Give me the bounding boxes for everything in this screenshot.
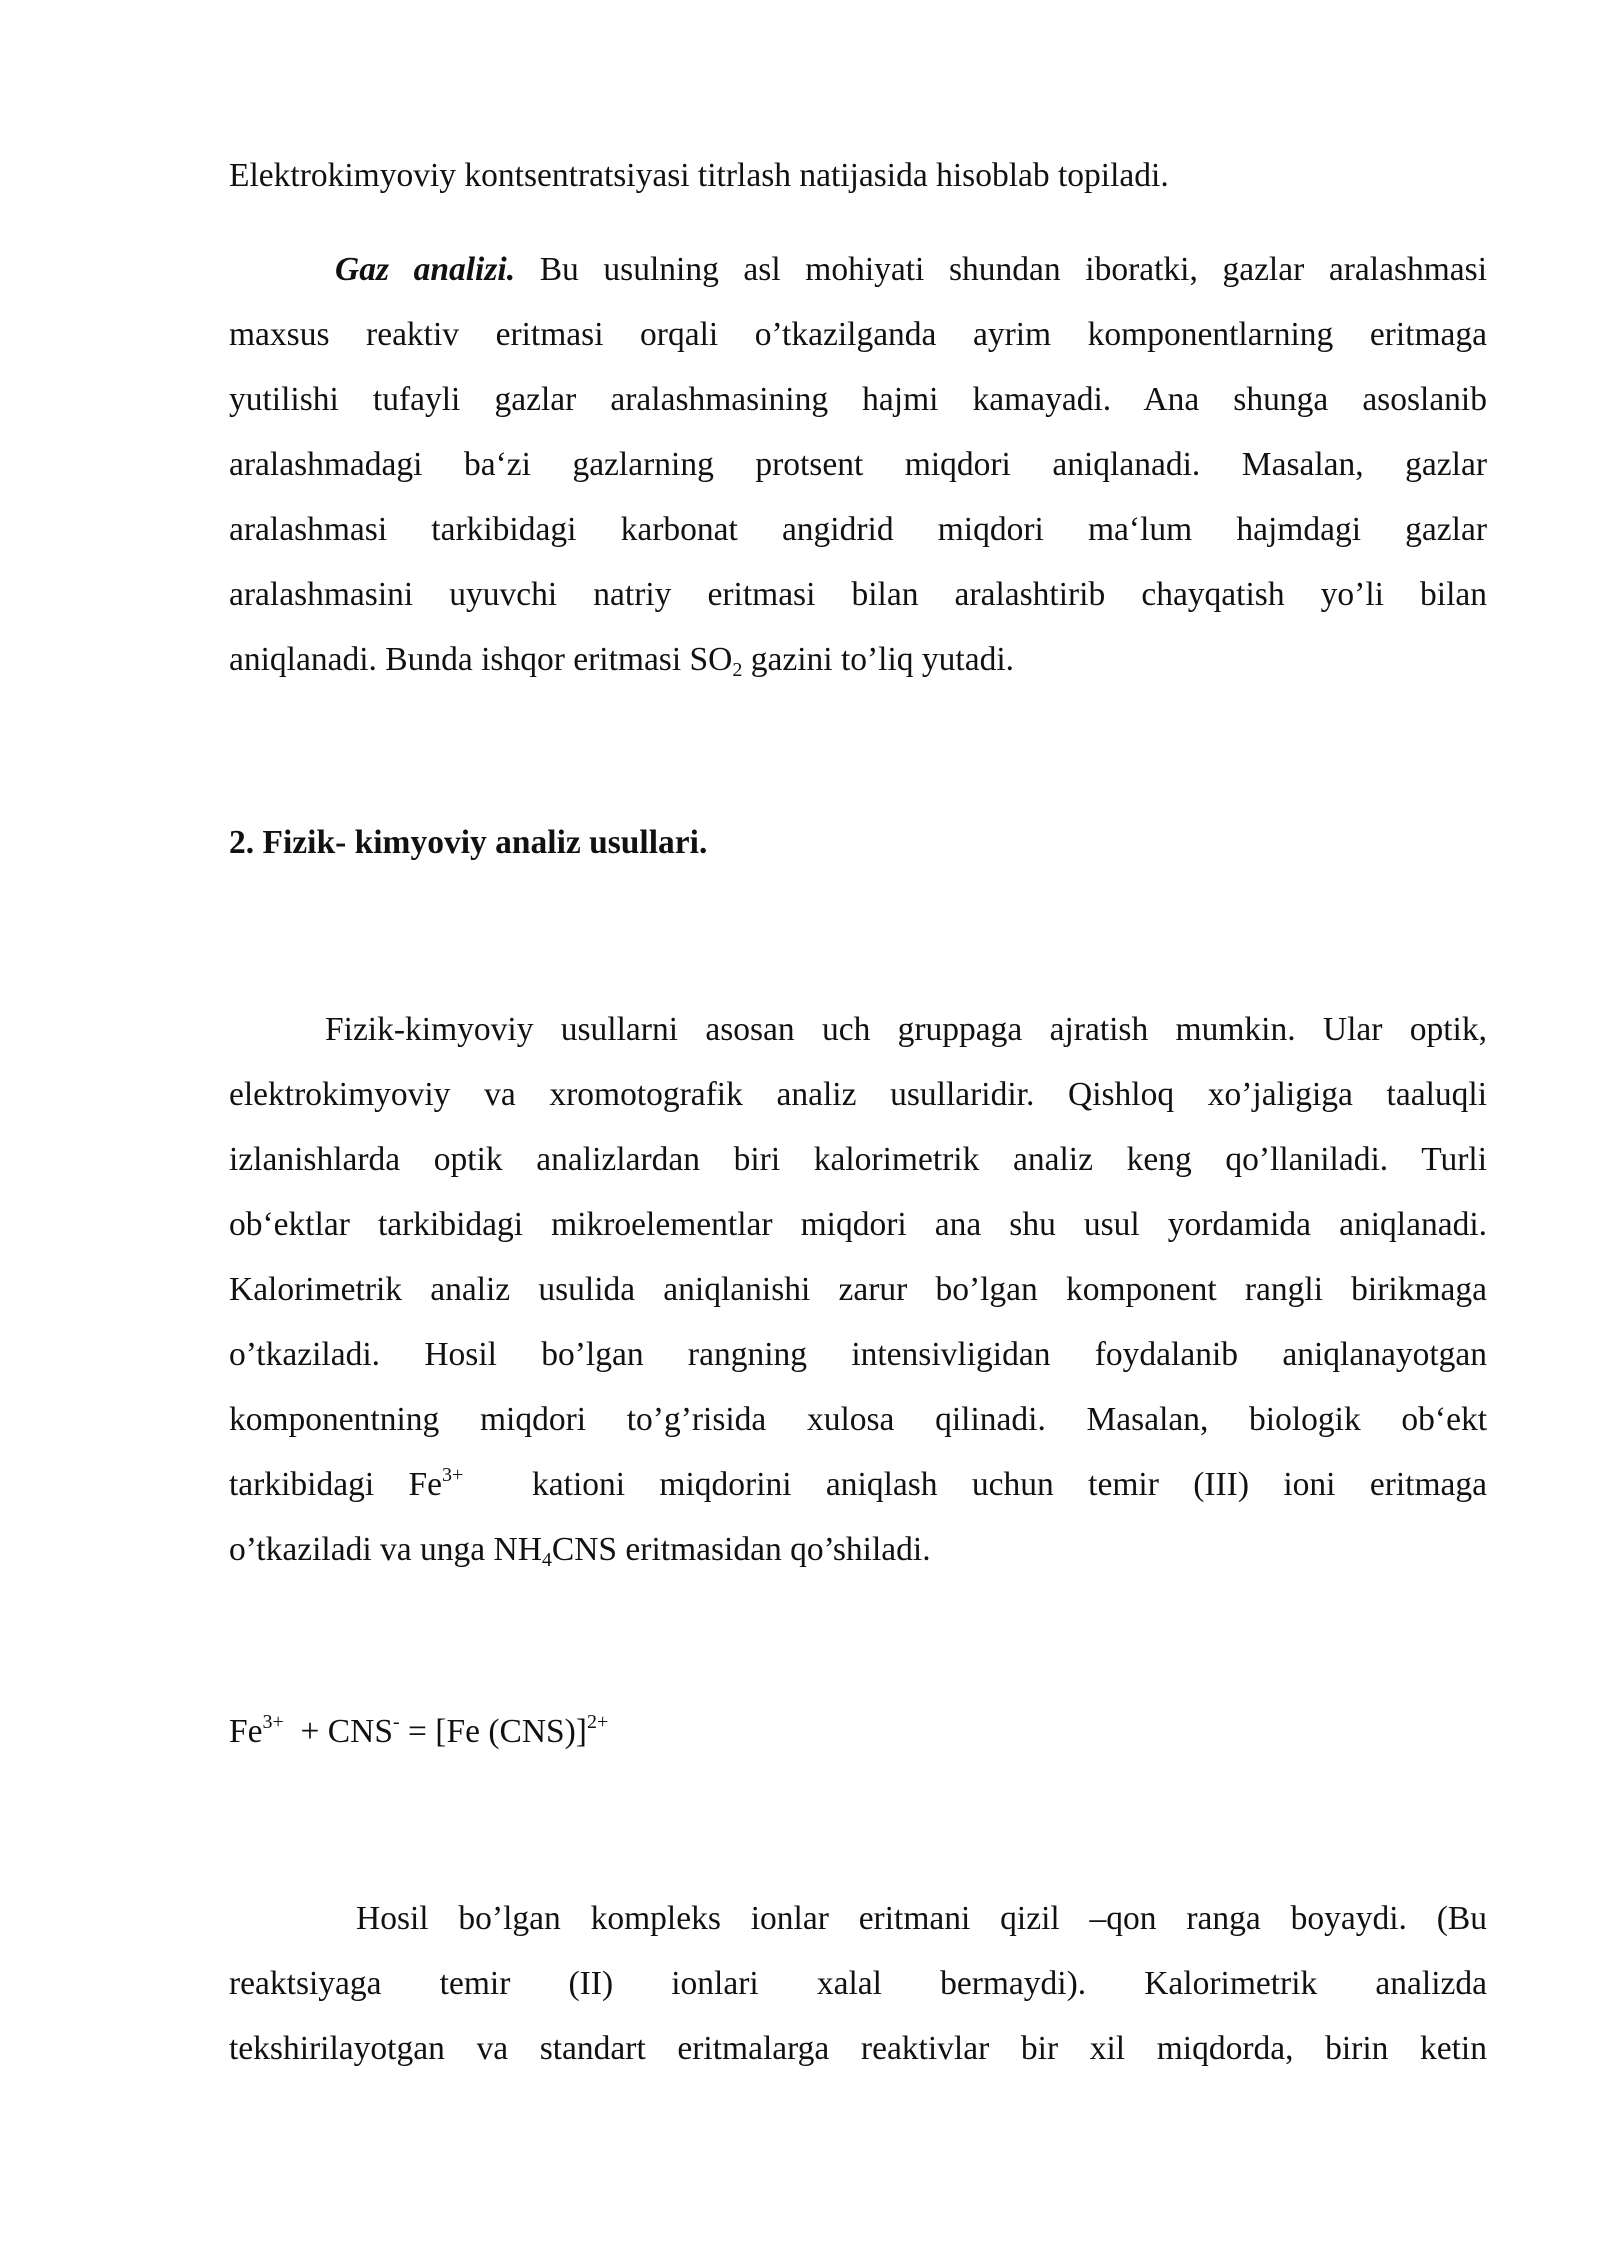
fizik-line-9-start: o’tkaziladi va unga NH <box>229 1531 542 1568</box>
gas-line-1-text: Bu usulning asl mohiyati shundan iboratki, gazlar aralashmasi <box>539 251 1488 288</box>
equation-fe-charge: 3+ <box>262 1711 284 1733</box>
equation-fe: Fe <box>229 1713 263 1750</box>
nh4-subscript: 4 <box>541 1549 552 1571</box>
gas-paragraph-line-3: yutilishi tufayli gazlar aralashmasining hajmi kamayadi. Ana shunga asoslanib <box>229 381 1487 418</box>
equation-rhs-charge: 2+ <box>586 1711 609 1733</box>
fizik-paragraph-line-8 <box>229 1465 1487 1505</box>
gas-analysis-term: Gaz analizi. <box>335 251 516 288</box>
section-heading: 2. Fizik- kimyoviy analiz usullari. <box>229 824 708 861</box>
fizik-line-8-end: kationi miqdorini aniqlash uchun temir (III) ioni eritmaga <box>532 1466 1488 1503</box>
intro-line: Elektrokimyoviy kontsentratsiyasi titrlash natijasida hisoblab topiladi. <box>229 157 1169 194</box>
fizik-paragraph-line-4: ob‘ektlar tarkibidagi mikroelementlar miqdori ana shu usul yordamida aniqlanadi. <box>229 1206 1487 1243</box>
gas-paragraph-line-2: maxsus reaktiv eritmasi orqali o’tkazilganda ayrim komponentlarning eritmaga <box>229 316 1487 353</box>
gas-paragraph-line-6: aralashmasini uyuvchi natriy eritmasi bilan aralashtirib chayqatish yo’li bilan <box>229 576 1487 613</box>
gas-paragraph-line-1 <box>335 250 1487 290</box>
equation-rhs: = [Fe (CNS)] <box>399 1713 587 1750</box>
fizik-paragraph-line-5: Kalorimetrik analiz usulida aniqlanishi zarur bo’lgan komponent rangli birikmaga <box>229 1271 1487 1308</box>
final-paragraph-line-1: Hosil bo’lgan kompleks ionlar eritmani qizil –qon ranga boyaydi. (Bu <box>356 1900 1487 1937</box>
gas-paragraph-line-4: aralashmadagi ba‘zi gazlarning protsent miqdori aniqlanadi. Masalan, gazlar <box>229 446 1487 483</box>
gas-paragraph-line-5: aralashmasi tarkibidagi karbonat angidrid miqdori ma‘lum hajmdagi gazlar <box>229 511 1487 548</box>
fizik-line-8-start: tarkibidagi Fe <box>229 1466 442 1503</box>
fizik-paragraph-line-9 <box>229 1530 1487 1570</box>
fizik-paragraph-line-1: Fizik-kimyoviy usullarni asosan uch gruppaga ajratish mumkin. Ular optik, <box>325 1011 1487 1048</box>
fizik-paragraph-line-2: elektrokimyoviy va xromotografik analiz usullaridir. Qishloq xo’jaligiga taaluqli <box>229 1076 1487 1113</box>
fizik-paragraph-line-7: komponentning miqdori to’g’risida xulosa qilinadi. Masalan, biologik ob‘ekt <box>229 1401 1487 1438</box>
final-paragraph-line-3: tekshirilayotgan va standart eritmalarga reaktivlar bir xil miqdorda, birin ketin <box>229 2030 1487 2067</box>
gas-paragraph-line-7 <box>229 640 1487 680</box>
final-paragraph-line-2: reaktsiyaga temir (II) ionlari xalal bermaydi). Kalorimetrik analizda <box>229 1965 1487 2002</box>
equation-cns-charge: - <box>392 1711 400 1733</box>
gas-line-7-start: aniqlanadi. Bunda ishqor eritmasi SO <box>229 641 733 678</box>
equation-plus-cns: + CNS <box>292 1713 393 1750</box>
gas-line-7-end: gazini to’liq yutadi. <box>742 641 1015 678</box>
fizik-paragraph-line-3: izlanishlarda optik analizlardan biri kalorimetrik analiz keng qo’llaniladi. Turli <box>229 1141 1487 1178</box>
reaction-equation <box>229 1712 1487 1752</box>
so2-subscript: 2 <box>732 659 743 681</box>
fe-superscript: 3+ <box>442 1464 464 1486</box>
fizik-paragraph-line-6: o’tkaziladi. Hosil bo’lgan rangning intensivligidan foydalanib aniqlanayotgan <box>229 1336 1487 1373</box>
fizik-line-9-end: CNS eritmasidan qo’shiladi. <box>551 1531 931 1568</box>
